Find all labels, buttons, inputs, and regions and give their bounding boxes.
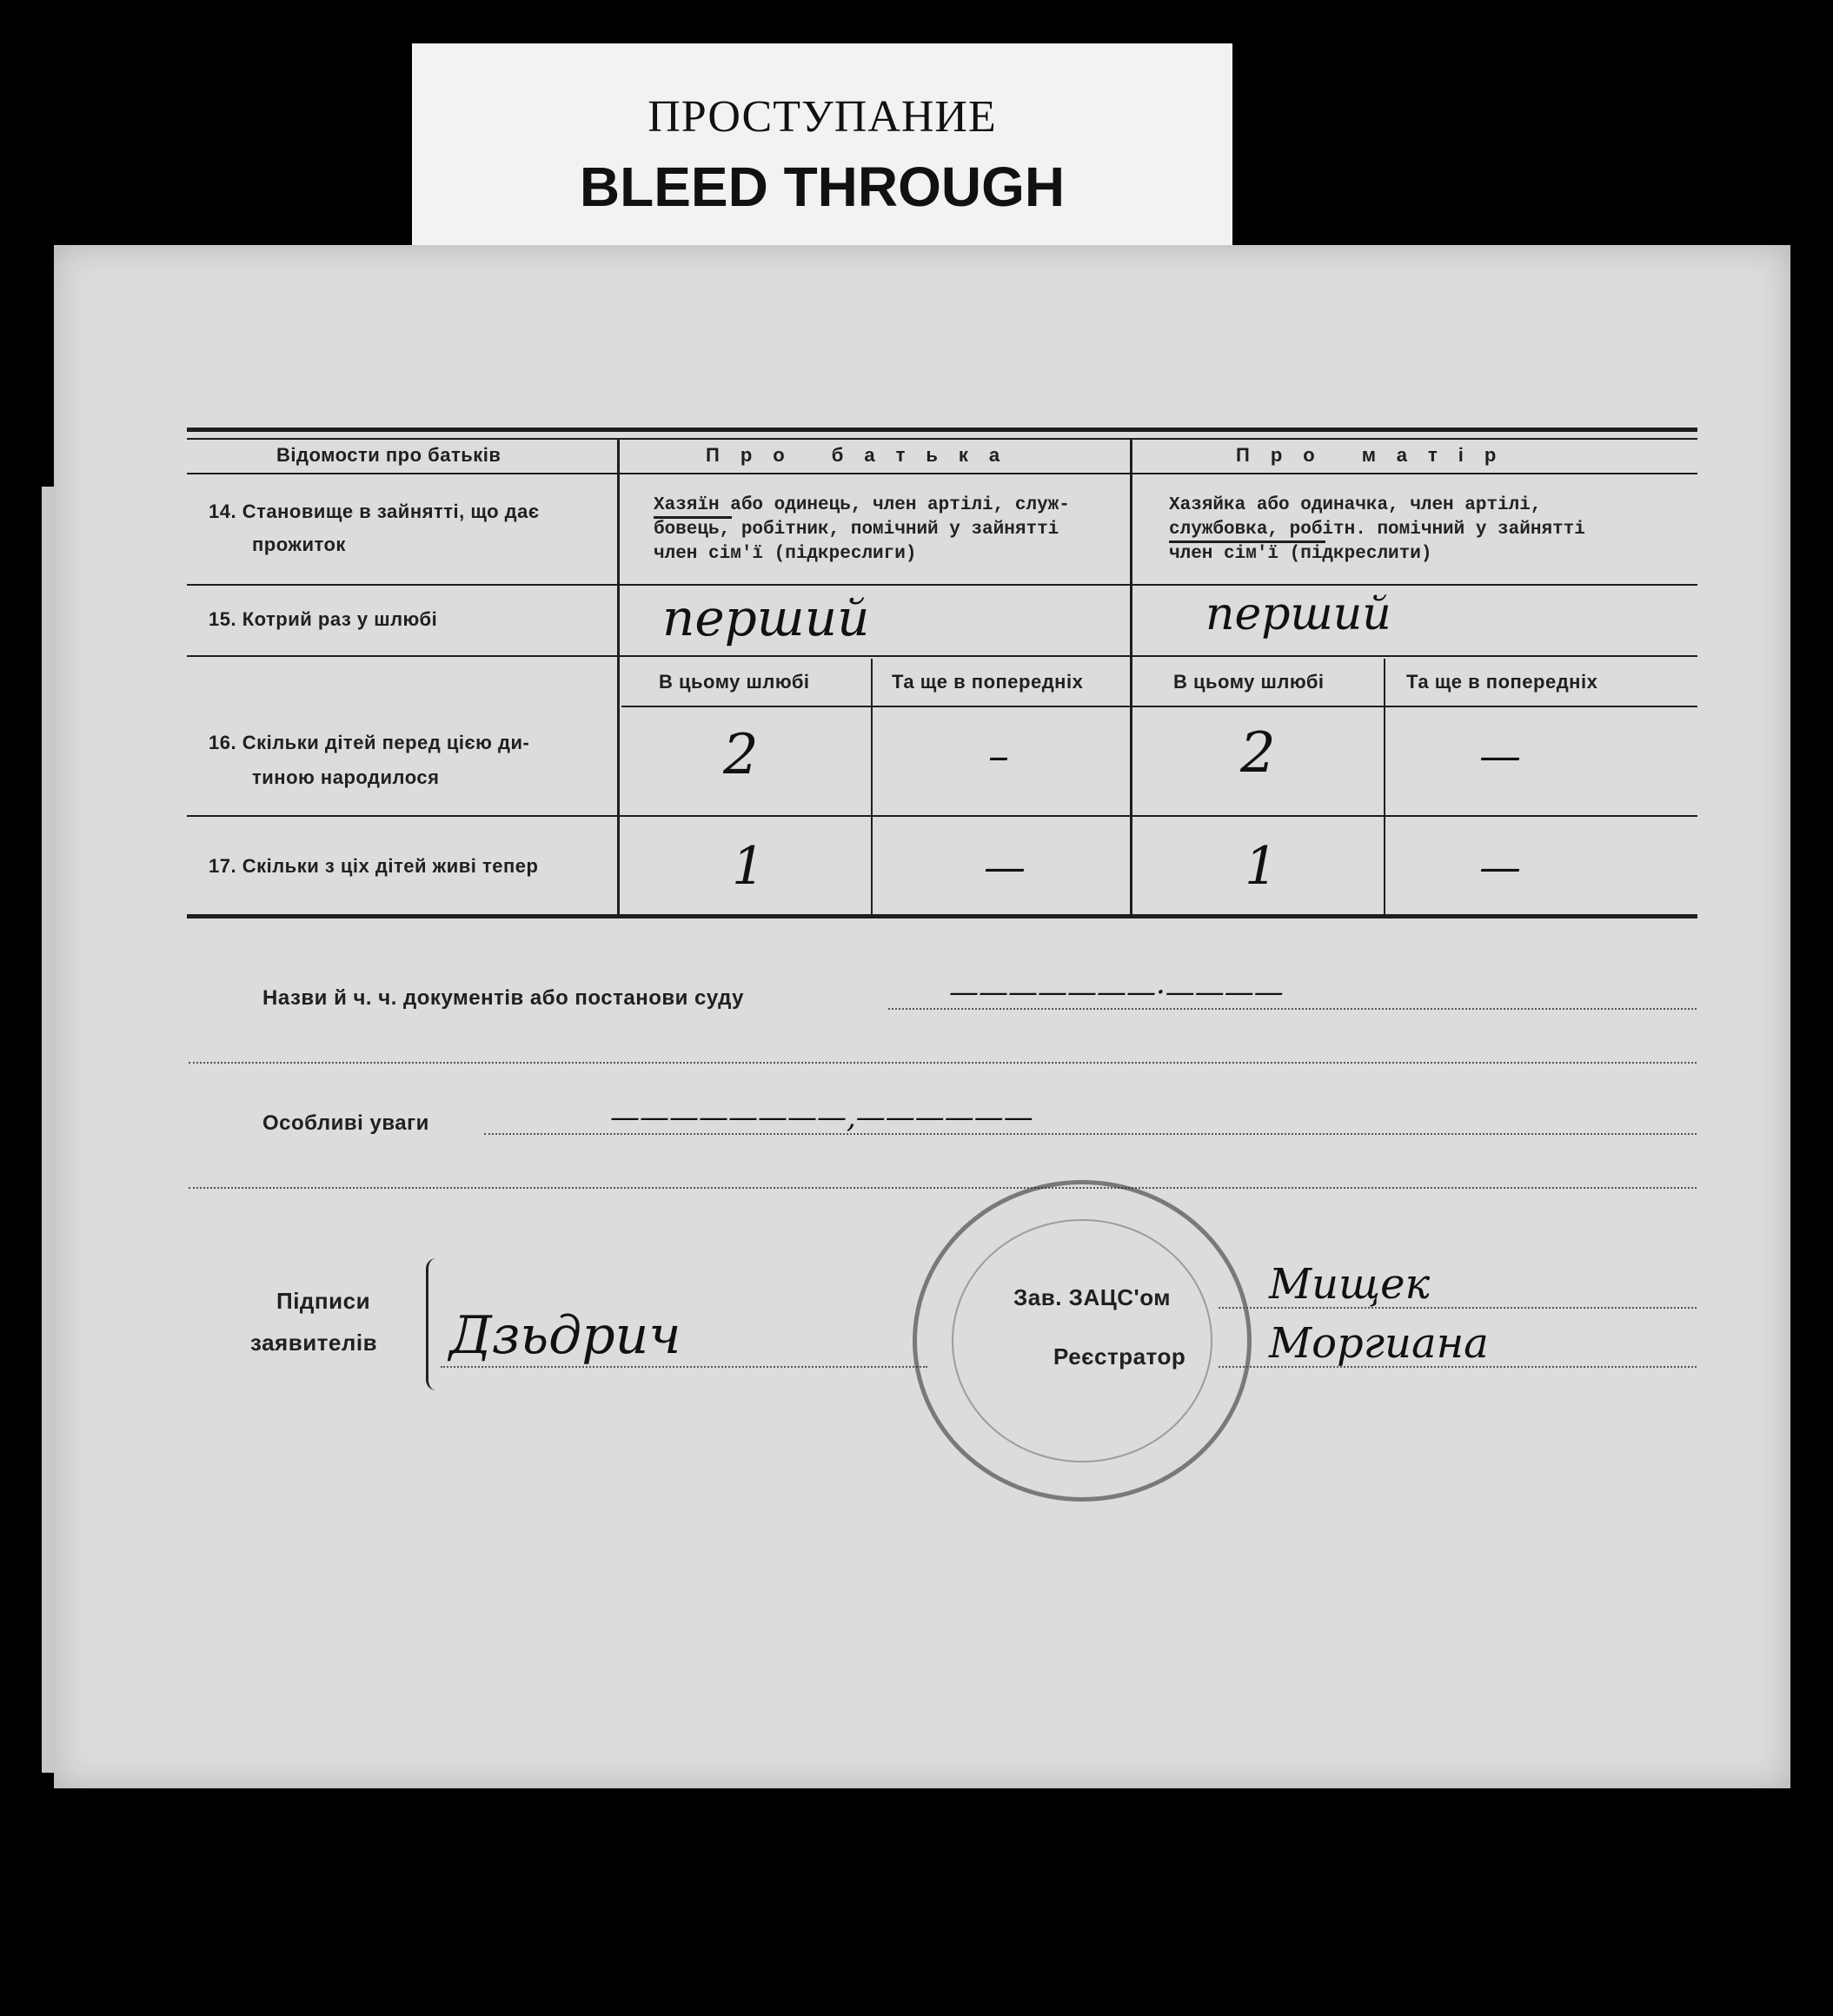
row15-father-handwriting: перший: [662, 588, 870, 647]
official-seal: [913, 1180, 1252, 1502]
document-page: [54, 245, 1790, 1788]
registrar-signature: Моргиана: [1269, 1319, 1489, 1368]
signature-brace: [426, 1258, 439, 1390]
notes-label: Особливі уваги: [262, 1111, 429, 1135]
official-seal-inner-ring: [952, 1219, 1212, 1462]
row14-mother-line1: Хазяйка або одиначка, член артілі,: [1169, 495, 1542, 515]
subheader-mother-this: В цьому шлюбі: [1173, 671, 1325, 693]
row16-bottom-rule: [187, 815, 1697, 817]
notes-dotline-2: [189, 1187, 1697, 1189]
row17-mother-this: 1: [1245, 836, 1278, 897]
row15-label: 15. Котрий раз у шлюбі: [209, 608, 438, 630]
bleed-through-label: [412, 43, 1232, 249]
notes-value: ————————,——————: [610, 1100, 1033, 1135]
applicant-signature: Дзьдрич: [449, 1305, 681, 1366]
row14-father-line1: Хазяїн або одинець, член артілі, служ-: [654, 495, 1070, 515]
label-english: BLEED THROUGH: [579, 156, 1066, 218]
row14-father-line2: бовець, робітник, помічний у зайнятті: [654, 520, 1059, 540]
row15-bottom-rule: [187, 655, 1697, 657]
row17-father-this: 1: [732, 836, 766, 897]
row16-label-line1: 16. Скільки дітей перед цією ди-: [209, 732, 530, 753]
row14-bottom-rule: [187, 584, 1697, 586]
header-mother: Про матір: [1236, 444, 1518, 466]
header-bottom-rule: [187, 473, 1697, 474]
applicants-label-line1: Підписи: [276, 1288, 371, 1314]
row14-label-line2: прожиток: [252, 534, 346, 555]
header-father: Про батька: [706, 444, 1021, 466]
table-top-rule-thin: [187, 438, 1697, 440]
col-divider-1: [617, 438, 620, 916]
head-signature: Мищек: [1269, 1260, 1431, 1309]
documents-value: ———————·————: [949, 975, 1284, 1010]
table-top-rule: [187, 428, 1697, 432]
subheader-mother-previous: Та ще в попередніх: [1406, 671, 1598, 693]
row14-label-line1: 14. Становище в зайнятті, що дає: [209, 501, 540, 522]
table-bottom-rule: [187, 914, 1697, 918]
col-divider-father-sub: [871, 659, 873, 916]
row16-mother-this: 2: [1240, 721, 1276, 786]
registrar-signature-line: [1219, 1366, 1697, 1368]
label-russian: ПРОСТУПАНИЕ: [648, 92, 997, 142]
row17-label: 17. Скільки з ціх дітей живі тепер: [209, 855, 539, 877]
subheader-bottom-rule: [621, 706, 1697, 707]
underline-khazyain: [654, 516, 732, 519]
documents-dotline-2: [189, 1062, 1697, 1064]
applicant-signature-line: [441, 1366, 927, 1368]
head-label: Зав. ЗАЦС'ом: [1013, 1284, 1171, 1310]
row17-father-previous: —: [984, 843, 1026, 892]
row14-father-line3: член сім'ї (підкреслиги): [654, 544, 917, 564]
row16-father-previous: –: [988, 732, 1009, 780]
registrar-label: Реєстратор: [1053, 1343, 1186, 1369]
row15-mother-handwriting: перший: [1205, 588, 1391, 640]
head-signature-line: [1219, 1307, 1697, 1309]
row14-mother-line2: службовка, робітн. помічний у зайнятті: [1169, 520, 1585, 540]
col-divider-mother-sub: [1384, 659, 1385, 916]
underline-sluzhbovka: [1169, 540, 1325, 543]
applicants-label-line2: заявителів: [250, 1330, 378, 1356]
subheader-father-previous: Та ще в попередніх: [892, 671, 1084, 693]
row14-mother-line3: член сім'ї (підкреслити): [1169, 544, 1432, 564]
header-info: Відомости про батьків: [276, 444, 501, 466]
row16-mother-previous: —: [1479, 732, 1521, 780]
row16-father-this: 2: [723, 723, 759, 787]
subheader-father-this: В цьому шлюбі: [659, 671, 810, 693]
col-divider-2: [1130, 438, 1132, 916]
row17-mother-previous: —: [1479, 843, 1521, 892]
row16-label-line2: тиною народилося: [252, 766, 440, 788]
documents-label: Назви й ч. ч. документів або постанови суду: [262, 986, 745, 1010]
